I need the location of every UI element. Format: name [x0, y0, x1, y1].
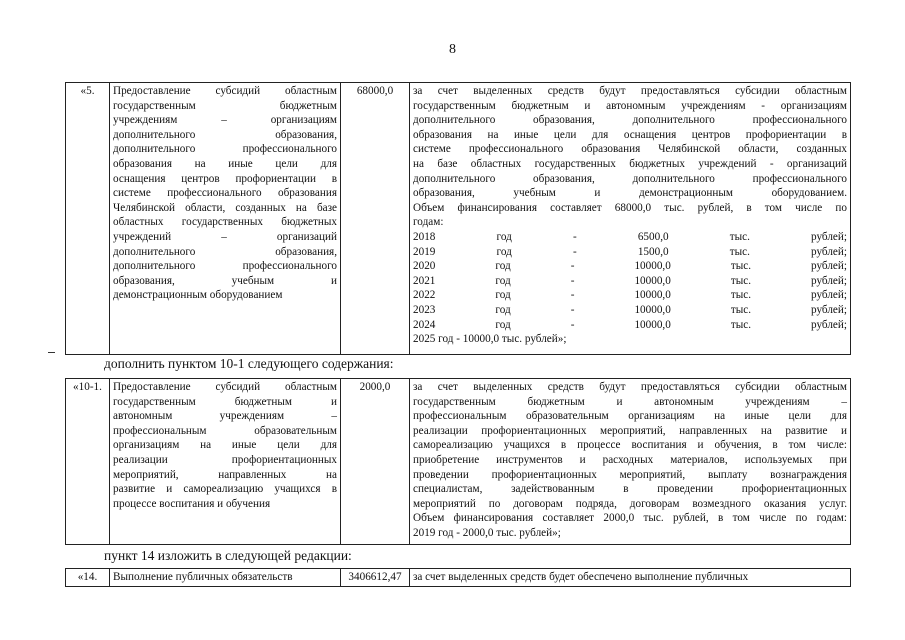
instruction-add-point: дополнить пунктом 10-1 следующего содержания: — [104, 356, 394, 371]
text-line: дополнительного профессионального — [113, 260, 337, 273]
text-line: системе профессионального образования — [113, 187, 337, 200]
text-line: дополнительного образования, дополнительного профессионального — [413, 114, 847, 127]
text-line: системе профессионального образования Челябинской области, созданных — [413, 143, 847, 156]
text-line: самореализацию учащихся в процессе воспитания и обучения, в том числе: — [413, 439, 847, 452]
text-line: за счет выделенных средств будет обеспечено выполнение публичных — [413, 571, 749, 583]
table-row-14 — [65, 568, 851, 587]
text-line: государственным бюджетным и — [113, 395, 337, 408]
text-line: оснащения центров профориентации в — [113, 172, 337, 185]
text-line: 2025 год - 10000,0 тыс. рублей»; — [413, 333, 567, 346]
text-line: мероприятий, направленных на — [113, 468, 337, 481]
text-line: дополнительного образования, — [113, 245, 337, 258]
text-line: Выполнение публичных обязательств — [113, 571, 293, 583]
text-line: образования, учебным и — [113, 274, 337, 287]
text-line: 2019 год - 2000,0 тыс. рублей»; — [413, 526, 561, 539]
text-line: Челябинской области, созданных на базе — [113, 201, 337, 214]
measure-name — [110, 83, 341, 355]
text-line: процессе воспитания и обучения — [113, 497, 271, 510]
row-number: «14. — [66, 569, 110, 587]
measure-description — [410, 379, 851, 545]
amount-cell: 3406612,47 — [341, 569, 410, 587]
instruction-restate-point: пункт 14 изложить в следующей редакции: — [104, 548, 352, 563]
text-line: приобретение инструментов и расходных материалов, используемых при — [413, 453, 847, 466]
text-line: дополнительного образования, — [113, 128, 337, 141]
measure-name — [110, 569, 341, 587]
text-line: Объем финансирования составляет 68000,0 тыс. рублей, в том числе по — [413, 201, 847, 214]
text-line: на базе областных государственных бюджетных учреждений - организаций — [413, 157, 847, 170]
text-line: за счет выделенных средств будут предоставляться субсидии областным — [413, 85, 847, 97]
text-line: мероприятий по договорам подряда, договорам возмездного оказания услуг. — [413, 497, 847, 510]
text-line: профессиональным образовательным организациям на иные цели для — [413, 410, 847, 423]
text-line: 2024 год - 10000,0 тыс. рублей; — [413, 318, 847, 331]
text-line: специалистам, задействованным в проведении профориентационных — [413, 483, 847, 496]
text-line: 2018 год - 6500,0 тыс. рублей; — [413, 230, 847, 243]
text-line: дополнительного профессионального — [113, 143, 337, 156]
measure-description — [410, 569, 851, 587]
text-line: демонстрационным оборудованием — [113, 289, 283, 302]
text-line: 2023 год - 10000,0 тыс. рублей; — [413, 303, 847, 316]
text-line: областных государственных бюджетных — [113, 216, 337, 229]
text-line: профессиональным образовательным — [113, 424, 337, 437]
measure-name — [110, 379, 341, 545]
amount-cell: 68000,0 — [341, 83, 410, 355]
row-number: «5. — [66, 83, 110, 355]
text-line: проведении профориентационных мероприятий, выплату вознаграждения — [413, 468, 847, 481]
text-line: годам: — [413, 216, 444, 229]
text-line: государственным бюджетным — [113, 99, 337, 112]
row-number: «10-1. — [66, 379, 110, 545]
text-line: государственным бюджетным и автономным учреждениям - организациям — [413, 99, 847, 112]
text-line: развитие и самореализацию учащихся в — [113, 483, 337, 496]
measure-description — [410, 83, 851, 355]
table-row-10-1 — [65, 378, 851, 545]
amount-cell: 2000,0 — [341, 379, 410, 545]
text-line: образования, учебным и демонстрационным оборудованием. — [413, 187, 847, 200]
text-line: Объем финансирования составляет 2000,0 тыс. рублей, в том числе по годам: — [413, 512, 847, 525]
text-line: 2022 год - 10000,0 тыс. рублей; — [413, 289, 847, 302]
text-line: учреждений – организаций — [113, 230, 337, 243]
text-line: реализации профориентационных — [113, 453, 337, 466]
text-line: образования на иные цели для — [113, 157, 337, 170]
text-line: учреждениям – организациям — [113, 114, 337, 127]
text-line: 2019 год - 1500,0 тыс. рублей; — [413, 245, 847, 258]
margin-mark — [48, 352, 55, 353]
table-row-5 — [65, 82, 851, 355]
text-line: Предоставление субсидий областным — [113, 85, 337, 97]
text-line: реализации профориентационных мероприятий, направленных на развитие и — [413, 424, 847, 437]
text-line: 2020 год - 10000,0 тыс. рублей; — [413, 260, 847, 273]
text-line: организациям на иные цели для — [113, 439, 337, 452]
text-line: образования на иные цели для оснащения центров профориентации в — [413, 128, 847, 141]
text-line: за счет выделенных средств будут предоставляться субсидии областным — [413, 381, 847, 393]
text-line: 2021 год - 10000,0 тыс. рублей; — [413, 274, 847, 287]
text-line: автономным учреждениям – — [113, 410, 337, 423]
text-line: Предоставление субсидий областным — [113, 381, 337, 393]
page-number: 8 — [449, 42, 456, 57]
text-line: дополнительного образования, дополнительного профессионального — [413, 172, 847, 185]
text-line: государственным бюджетным и автономным учреждениям – — [413, 395, 847, 408]
